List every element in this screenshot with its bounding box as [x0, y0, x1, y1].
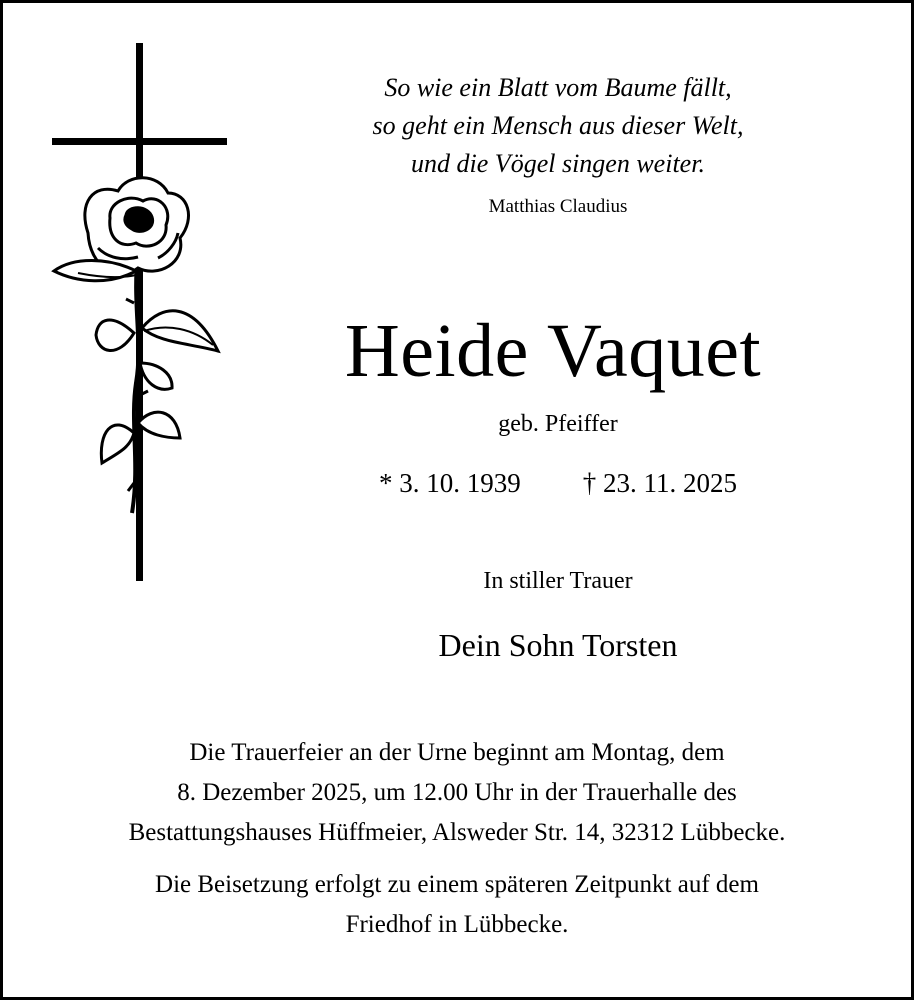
poem-line: So wie ein Blatt vom Baume fällt, [384, 73, 732, 102]
poem-line: und die Vögel singen weiter. [411, 149, 705, 178]
birth-date: * 3. 10. 1939 [379, 468, 521, 498]
burial-details [23, 865, 891, 945]
burial-line: Friedhof in Lübbecke. [345, 911, 569, 938]
funeral-details [23, 733, 891, 853]
poem-author: Matthias Claudius [488, 196, 628, 217]
deceased-name: Heide Vaquet [344, 309, 762, 393]
life-dates [308, 468, 808, 499]
mourning-intro: In stiller Trauer [483, 568, 633, 594]
funeral-line: Die Trauerfeier an der Urne beginnt am Montag, dem [189, 739, 725, 766]
poem-verse [308, 69, 808, 183]
mourner-names: Dein Sohn Torsten [438, 627, 678, 663]
death-date: † 23. 11. 2025 [582, 468, 737, 498]
cross-horizontal-beam [52, 138, 227, 145]
maiden-name: geb. Pfeiffer [498, 411, 618, 437]
funeral-line: Bestattungshauses Hüffmeier, Alsweder Str. 14, 32312 Lübbecke. [128, 819, 786, 846]
burial-line: Die Beisetzung erfolgt zu einem späteren Zeitpunkt auf dem [155, 871, 759, 898]
cross-rose-graphic [48, 43, 233, 583]
poem-line: so geht ein Mensch aus dieser Welt, [372, 111, 744, 140]
funeral-line: 8. Dezember 2025, um 12.00 Uhr in der Trauerhalle des [177, 779, 737, 806]
cross-with-rose-icon [48, 43, 233, 583]
